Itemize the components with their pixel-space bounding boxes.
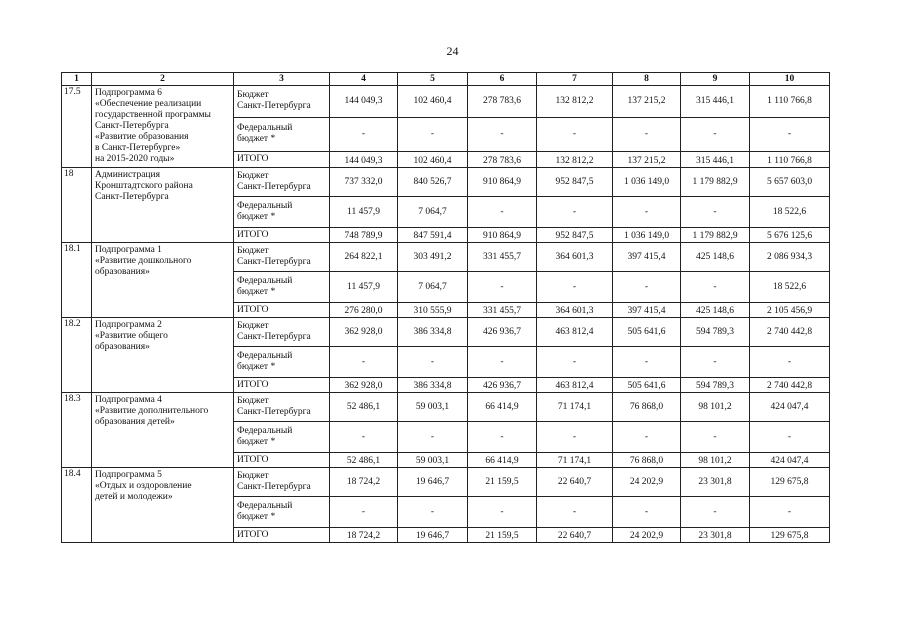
value-cell: 23 301,8 [681, 468, 750, 497]
value-cell: - [537, 197, 613, 228]
value-cell: 425 148,6 [681, 243, 750, 272]
value-cell: - [613, 117, 681, 151]
value-cell: - [681, 422, 750, 453]
value-cell: 129 675,8 [750, 468, 830, 497]
value-cell: 137 215,2 [613, 86, 681, 118]
value-cell: - [613, 347, 681, 378]
funding-source [234, 243, 330, 272]
program-name [92, 468, 234, 543]
funding-source-line: Санкт-Петербурга [237, 332, 311, 342]
row-number: 18.3 [62, 393, 92, 468]
value-cell: - [537, 422, 613, 453]
header-cell: 9 [681, 73, 750, 86]
value-cell: 19 646,7 [398, 468, 468, 497]
funding-source [234, 393, 330, 422]
table-row [62, 468, 830, 497]
value-cell: 505 641,6 [613, 318, 681, 347]
row-number: 17.5 [62, 86, 92, 168]
funding-source-line: бюджет * [237, 287, 276, 297]
value-cell: 952 847,5 [537, 168, 613, 197]
table-row [62, 243, 830, 272]
table-row [62, 86, 830, 118]
value-cell: - [613, 197, 681, 228]
value-cell: 18 522,6 [750, 272, 830, 303]
header-cell: 1 [62, 73, 92, 86]
value-cell: 847 591,4 [398, 228, 468, 243]
value-cell: 71 174,1 [537, 393, 613, 422]
funding-source-line: Бюджет [237, 471, 269, 481]
value-cell: 594 789,3 [681, 318, 750, 347]
table-row [62, 393, 830, 422]
value-cell: 18 724,2 [330, 468, 398, 497]
program-name-line: Подпрограмма 2 [95, 320, 162, 330]
program-name-line: Подпрограмма 4 [95, 395, 162, 405]
funding-source-line: Федеральный [237, 276, 293, 286]
header-cell: 2 [92, 73, 234, 86]
funding-source [234, 528, 330, 543]
funding-source-line: ИТОГО [237, 454, 269, 465]
value-cell: - [398, 497, 468, 528]
value-cell: 840 526,7 [398, 168, 468, 197]
value-cell: 594 789,3 [681, 378, 750, 393]
value-cell: 278 783,6 [468, 151, 537, 167]
value-cell: 19 646,7 [398, 528, 468, 543]
funding-source-line: Санкт-Петербурга [237, 482, 311, 492]
value-cell: - [468, 347, 537, 378]
program-name-line: «Развитие общего [95, 331, 168, 341]
value-cell: 386 334,8 [398, 318, 468, 347]
funding-source [234, 318, 330, 347]
value-cell: - [681, 497, 750, 528]
value-cell: 102 460,4 [398, 86, 468, 118]
program-name [92, 86, 234, 168]
value-cell: - [398, 347, 468, 378]
value-cell: 425 148,6 [681, 303, 750, 318]
value-cell: 737 332,0 [330, 168, 398, 197]
program-name-line: Администрация [95, 170, 160, 180]
program-name-line: «Отдых и оздоровление [95, 481, 192, 491]
value-cell: 129 675,8 [750, 528, 830, 543]
funding-source-line: ИТОГО [237, 229, 269, 240]
program-name-line: в Санкт-Петербурге» [95, 143, 181, 153]
funding-source [234, 497, 330, 528]
row-number: 18.2 [62, 318, 92, 393]
value-cell: 426 936,7 [468, 318, 537, 347]
value-cell: - [468, 117, 537, 151]
value-cell: 426 936,7 [468, 378, 537, 393]
value-cell: 5 657 603,0 [750, 168, 830, 197]
value-cell: 331 455,7 [468, 303, 537, 318]
value-cell: 59 003,1 [398, 393, 468, 422]
value-cell: 76 868,0 [613, 393, 681, 422]
value-cell: 52 486,1 [330, 393, 398, 422]
value-cell: 24 202,9 [613, 468, 681, 497]
value-cell: 18 724,2 [330, 528, 398, 543]
table-row [62, 318, 830, 347]
funding-source [234, 303, 330, 318]
funding-source-line: Санкт-Петербурга [237, 182, 311, 192]
value-cell: 76 868,0 [613, 453, 681, 468]
funding-source [234, 86, 330, 118]
value-cell: 364 601,3 [537, 243, 613, 272]
value-cell: 1 179 882,9 [681, 168, 750, 197]
value-cell: - [613, 272, 681, 303]
value-cell: - [468, 422, 537, 453]
value-cell: 23 301,8 [681, 528, 750, 543]
value-cell: 910 864,9 [468, 228, 537, 243]
value-cell: 2 086 934,3 [750, 243, 830, 272]
value-cell: 310 555,9 [398, 303, 468, 318]
value-cell: 2 740 442,8 [750, 378, 830, 393]
value-cell: - [681, 197, 750, 228]
funding-source-line: Бюджет [237, 171, 269, 181]
program-name-line: «Развитие образования [95, 132, 189, 142]
value-cell: 24 202,9 [613, 528, 681, 543]
program-name-line: «Развитие дополнительного [95, 406, 209, 416]
value-cell: - [330, 497, 398, 528]
funding-source [234, 378, 330, 393]
funding-source-line: бюджет * [237, 437, 276, 447]
value-cell: 132 812,2 [537, 151, 613, 167]
funding-source-line: Бюджет [237, 396, 269, 406]
value-cell: - [537, 347, 613, 378]
value-cell: 1 110 766,8 [750, 86, 830, 118]
funding-source-line: бюджет * [237, 134, 276, 145]
program-name-line: Подпрограмма 1 [95, 245, 162, 255]
value-cell: 144 049,3 [330, 151, 398, 167]
value-cell: 364 601,3 [537, 303, 613, 318]
value-cell: 137 215,2 [613, 151, 681, 167]
value-cell: 66 414,9 [468, 453, 537, 468]
funding-source [234, 272, 330, 303]
value-cell: - [750, 497, 830, 528]
header-cell: 7 [537, 73, 613, 86]
program-name-line: Санкт-Петербурга [95, 121, 169, 131]
value-cell: 132 812,2 [537, 86, 613, 118]
funding-source-line: ИТОГО [237, 379, 269, 390]
funding-source-line: Федеральный [237, 426, 293, 436]
value-cell: 315 446,1 [681, 86, 750, 118]
value-cell: - [537, 272, 613, 303]
value-cell: - [468, 272, 537, 303]
value-cell: 59 003,1 [398, 453, 468, 468]
value-cell: 7 064,7 [398, 272, 468, 303]
value-cell: - [330, 422, 398, 453]
value-cell: 98 101,2 [681, 453, 750, 468]
funding-source [234, 168, 330, 197]
value-cell: 362 928,0 [330, 378, 398, 393]
value-cell: - [398, 117, 468, 151]
value-cell: - [468, 497, 537, 528]
value-cell: 66 414,9 [468, 393, 537, 422]
funding-source [234, 151, 330, 167]
program-name-line: на 2015-2020 годы» [95, 154, 175, 164]
program-name [92, 243, 234, 318]
value-cell: 98 101,2 [681, 393, 750, 422]
program-name-line: Кронштадтского района [95, 181, 193, 191]
program-name-line: образования детей» [95, 417, 175, 427]
row-number: 18.1 [62, 243, 92, 318]
value-cell: - [537, 117, 613, 151]
header-cell: 6 [468, 73, 537, 86]
program-name [92, 168, 234, 243]
funding-source-line: бюджет * [237, 212, 276, 222]
program-name-line: «Развитие дошкольного [95, 256, 192, 266]
program-name-line: образования» [95, 342, 150, 352]
header-cell: 3 [234, 73, 330, 86]
value-cell: - [330, 347, 398, 378]
program-name [92, 318, 234, 393]
program-name-line: государственной программы [95, 110, 211, 120]
funding-source-line: Федеральный [237, 123, 293, 134]
value-cell: 22 640,7 [537, 528, 613, 543]
value-cell: 315 446,1 [681, 151, 750, 167]
value-cell: 952 847,5 [537, 228, 613, 243]
funding-source-line: ИТОГО [237, 529, 269, 540]
table-body [62, 73, 830, 543]
value-cell: 1 110 766,8 [750, 151, 830, 167]
header-cell: 5 [398, 73, 468, 86]
value-cell: - [468, 197, 537, 228]
value-cell: 748 789,9 [330, 228, 398, 243]
value-cell: 463 812,4 [537, 378, 613, 393]
value-cell: 264 822,1 [330, 243, 398, 272]
header-cell: 4 [330, 73, 398, 86]
value-cell: 278 783,6 [468, 86, 537, 118]
value-cell: 505 641,6 [613, 378, 681, 393]
value-cell: 910 864,9 [468, 168, 537, 197]
value-cell: 276 280,0 [330, 303, 398, 318]
value-cell: 2 105 456,9 [750, 303, 830, 318]
funding-source [234, 197, 330, 228]
value-cell: 21 159,5 [468, 468, 537, 497]
value-cell: 386 334,8 [398, 378, 468, 393]
value-cell: - [681, 272, 750, 303]
funding-source-line: Бюджет [237, 90, 269, 101]
funding-source-line: Санкт-Петербурга [237, 407, 311, 417]
header-cell: 10 [750, 73, 830, 86]
page-number: 24 [446, 44, 459, 58]
value-cell: 463 812,4 [537, 318, 613, 347]
program-name-line: Подпрограмма 6 [95, 88, 162, 98]
funding-source-line: бюджет * [237, 512, 276, 522]
value-cell: 18 522,6 [750, 197, 830, 228]
value-cell: - [398, 422, 468, 453]
program-name-line: Подпрограмма 5 [95, 470, 162, 480]
value-cell: - [681, 347, 750, 378]
value-cell: 397 415,4 [613, 303, 681, 318]
funding-source-line: Бюджет [237, 321, 269, 331]
value-cell: 21 159,5 [468, 528, 537, 543]
funding-source [234, 228, 330, 243]
value-cell: 1 036 149,0 [613, 228, 681, 243]
funding-source-line: Бюджет [237, 246, 269, 256]
value-cell: 71 174,1 [537, 453, 613, 468]
program-name-line: детей и молодежи» [95, 492, 173, 502]
value-cell: - [613, 497, 681, 528]
table-row [62, 168, 830, 197]
program-name-line: «Обеспечение реализации [95, 99, 202, 109]
program-name-line: Санкт-Петербурга [95, 192, 169, 202]
funding-source [234, 453, 330, 468]
value-cell: 362 928,0 [330, 318, 398, 347]
funding-source-line: Санкт-Петербурга [237, 257, 311, 267]
value-cell: - [750, 347, 830, 378]
value-cell: 1 036 149,0 [613, 168, 681, 197]
funding-source [234, 117, 330, 151]
value-cell: 144 049,3 [330, 86, 398, 118]
program-name [92, 393, 234, 468]
value-cell: 102 460,4 [398, 151, 468, 167]
funding-source [234, 468, 330, 497]
value-cell: 11 457,9 [330, 272, 398, 303]
funding-source-line: Федеральный [237, 501, 293, 511]
value-cell: 22 640,7 [537, 468, 613, 497]
value-cell: 52 486,1 [330, 453, 398, 468]
value-cell: - [750, 422, 830, 453]
row-number: 18 [62, 168, 92, 243]
value-cell: 5 676 125,6 [750, 228, 830, 243]
funding-source-line: ИТОГО [237, 153, 269, 164]
funding-source-line: бюджет * [237, 362, 276, 372]
funding-source-line: Санкт-Петербурга [237, 101, 311, 112]
header-cell: 8 [613, 73, 681, 86]
value-cell: - [537, 497, 613, 528]
value-cell: 303 491,2 [398, 243, 468, 272]
value-cell: - [330, 117, 398, 151]
funding-source-line: Федеральный [237, 351, 293, 361]
value-cell: 397 415,4 [613, 243, 681, 272]
funding-source [234, 422, 330, 453]
header-row [62, 73, 830, 86]
budget-table [61, 72, 830, 543]
program-name-line: образования» [95, 267, 150, 277]
value-cell: - [613, 422, 681, 453]
value-cell: - [681, 117, 750, 151]
funding-source [234, 347, 330, 378]
value-cell: 331 455,7 [468, 243, 537, 272]
value-cell: 11 457,9 [330, 197, 398, 228]
value-cell: 7 064,7 [398, 197, 468, 228]
value-cell: 1 179 882,9 [681, 228, 750, 243]
value-cell: 2 740 442,8 [750, 318, 830, 347]
value-cell: 424 047,4 [750, 393, 830, 422]
value-cell: - [750, 117, 830, 151]
value-cell: 424 047,4 [750, 453, 830, 468]
funding-source-line: ИТОГО [237, 304, 269, 315]
funding-source-line: Федеральный [237, 201, 293, 211]
row-number: 18.4 [62, 468, 92, 543]
